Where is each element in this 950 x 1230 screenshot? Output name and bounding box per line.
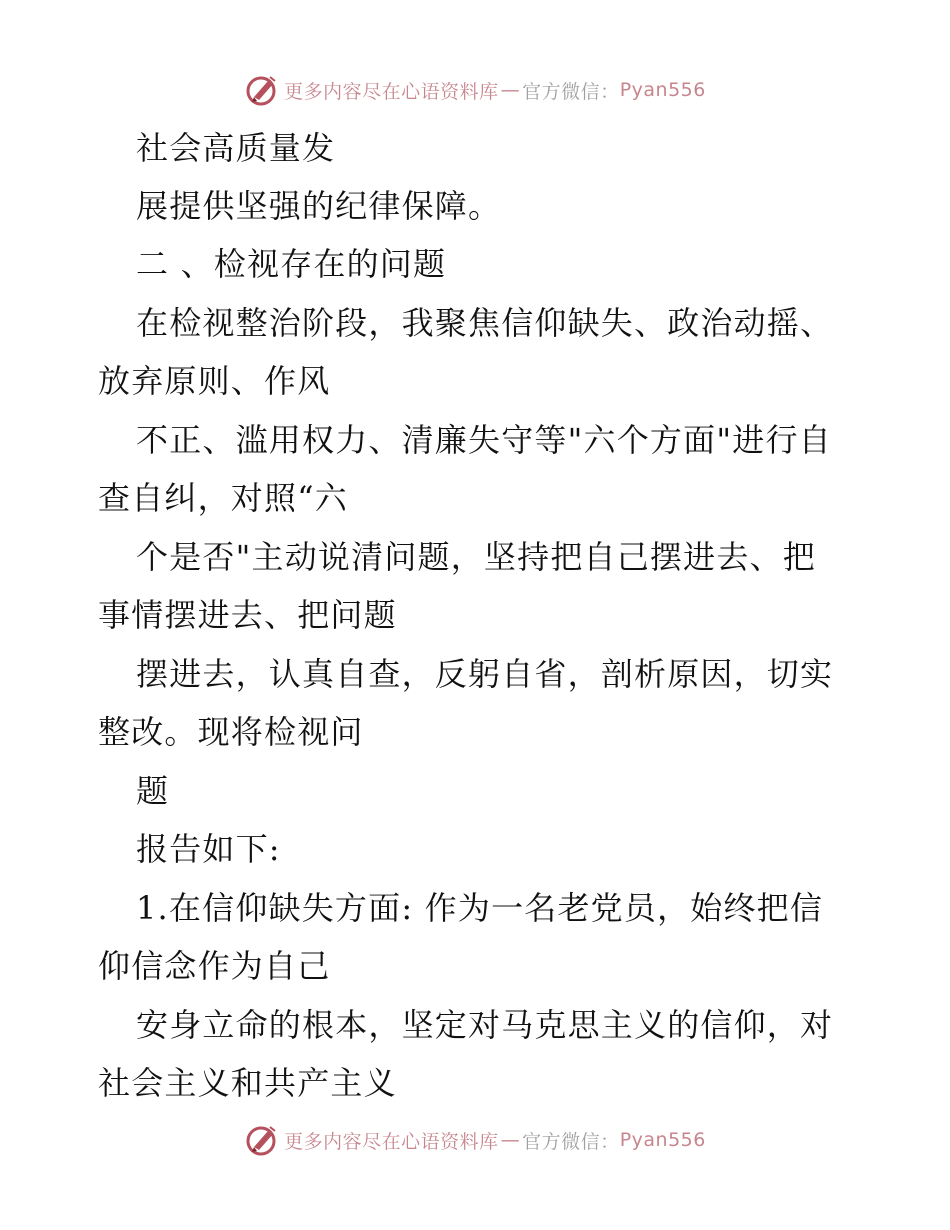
- pen-logo-icon: [244, 73, 280, 107]
- text-line: 安身立命的根本，坚定对马克思主义的信仰，对: [136, 1006, 834, 1044]
- section-heading: 二 、检视存在的问题: [136, 245, 447, 283]
- text-line: 题: [136, 772, 170, 810]
- text-line: 不正、滥用权力、清廉失守等"六个方面"进行自: [136, 421, 832, 459]
- watermark-separator: —: [500, 1129, 521, 1151]
- text-line: 社会主义和共产主义: [98, 1064, 397, 1102]
- text-line: 展提供坚强的纪律保障。: [136, 187, 502, 225]
- footer-watermark: [0, 1120, 950, 1160]
- text-line: 个是否"主动说清问题，坚持把自己摆进去、把: [136, 538, 816, 576]
- watermark-separator: —: [500, 79, 521, 101]
- watermark-wechat-label: 官方微信：: [522, 1130, 620, 1153]
- watermark-text: 更多内容尽在心语资料库: [284, 80, 499, 103]
- text-line: 报告如下:: [136, 830, 281, 868]
- text-line: 整改。现将检视问: [98, 713, 364, 751]
- text-line: 1.在信仰缺失方面: 作为一名老党员，始终把信: [136, 889, 824, 927]
- watermark-wechat-id: Pyan556: [619, 79, 706, 101]
- watermark-wechat-id: Pyan556: [619, 1129, 706, 1151]
- text-line: 事情摆进去、把问题: [98, 596, 397, 634]
- pen-logo-icon: [244, 1123, 280, 1157]
- text-line: 仰信念作为自己: [98, 947, 331, 985]
- header-watermark: [0, 70, 950, 110]
- text-line: 社会高质量发: [136, 129, 336, 167]
- text-line: 在检视整治阶段，我聚焦信仰缺失、政治动摇、: [136, 304, 834, 342]
- text-line: 放弃原则、作风: [98, 362, 331, 400]
- text-line: 摆进去，认真自查，反躬自省，剖析原因，切实: [136, 655, 834, 693]
- watermark-text: 更多内容尽在心语资料库: [284, 1130, 499, 1153]
- watermark-wechat-label: 官方微信：: [522, 80, 620, 103]
- text-line: 查自纠，对照“六: [98, 479, 348, 517]
